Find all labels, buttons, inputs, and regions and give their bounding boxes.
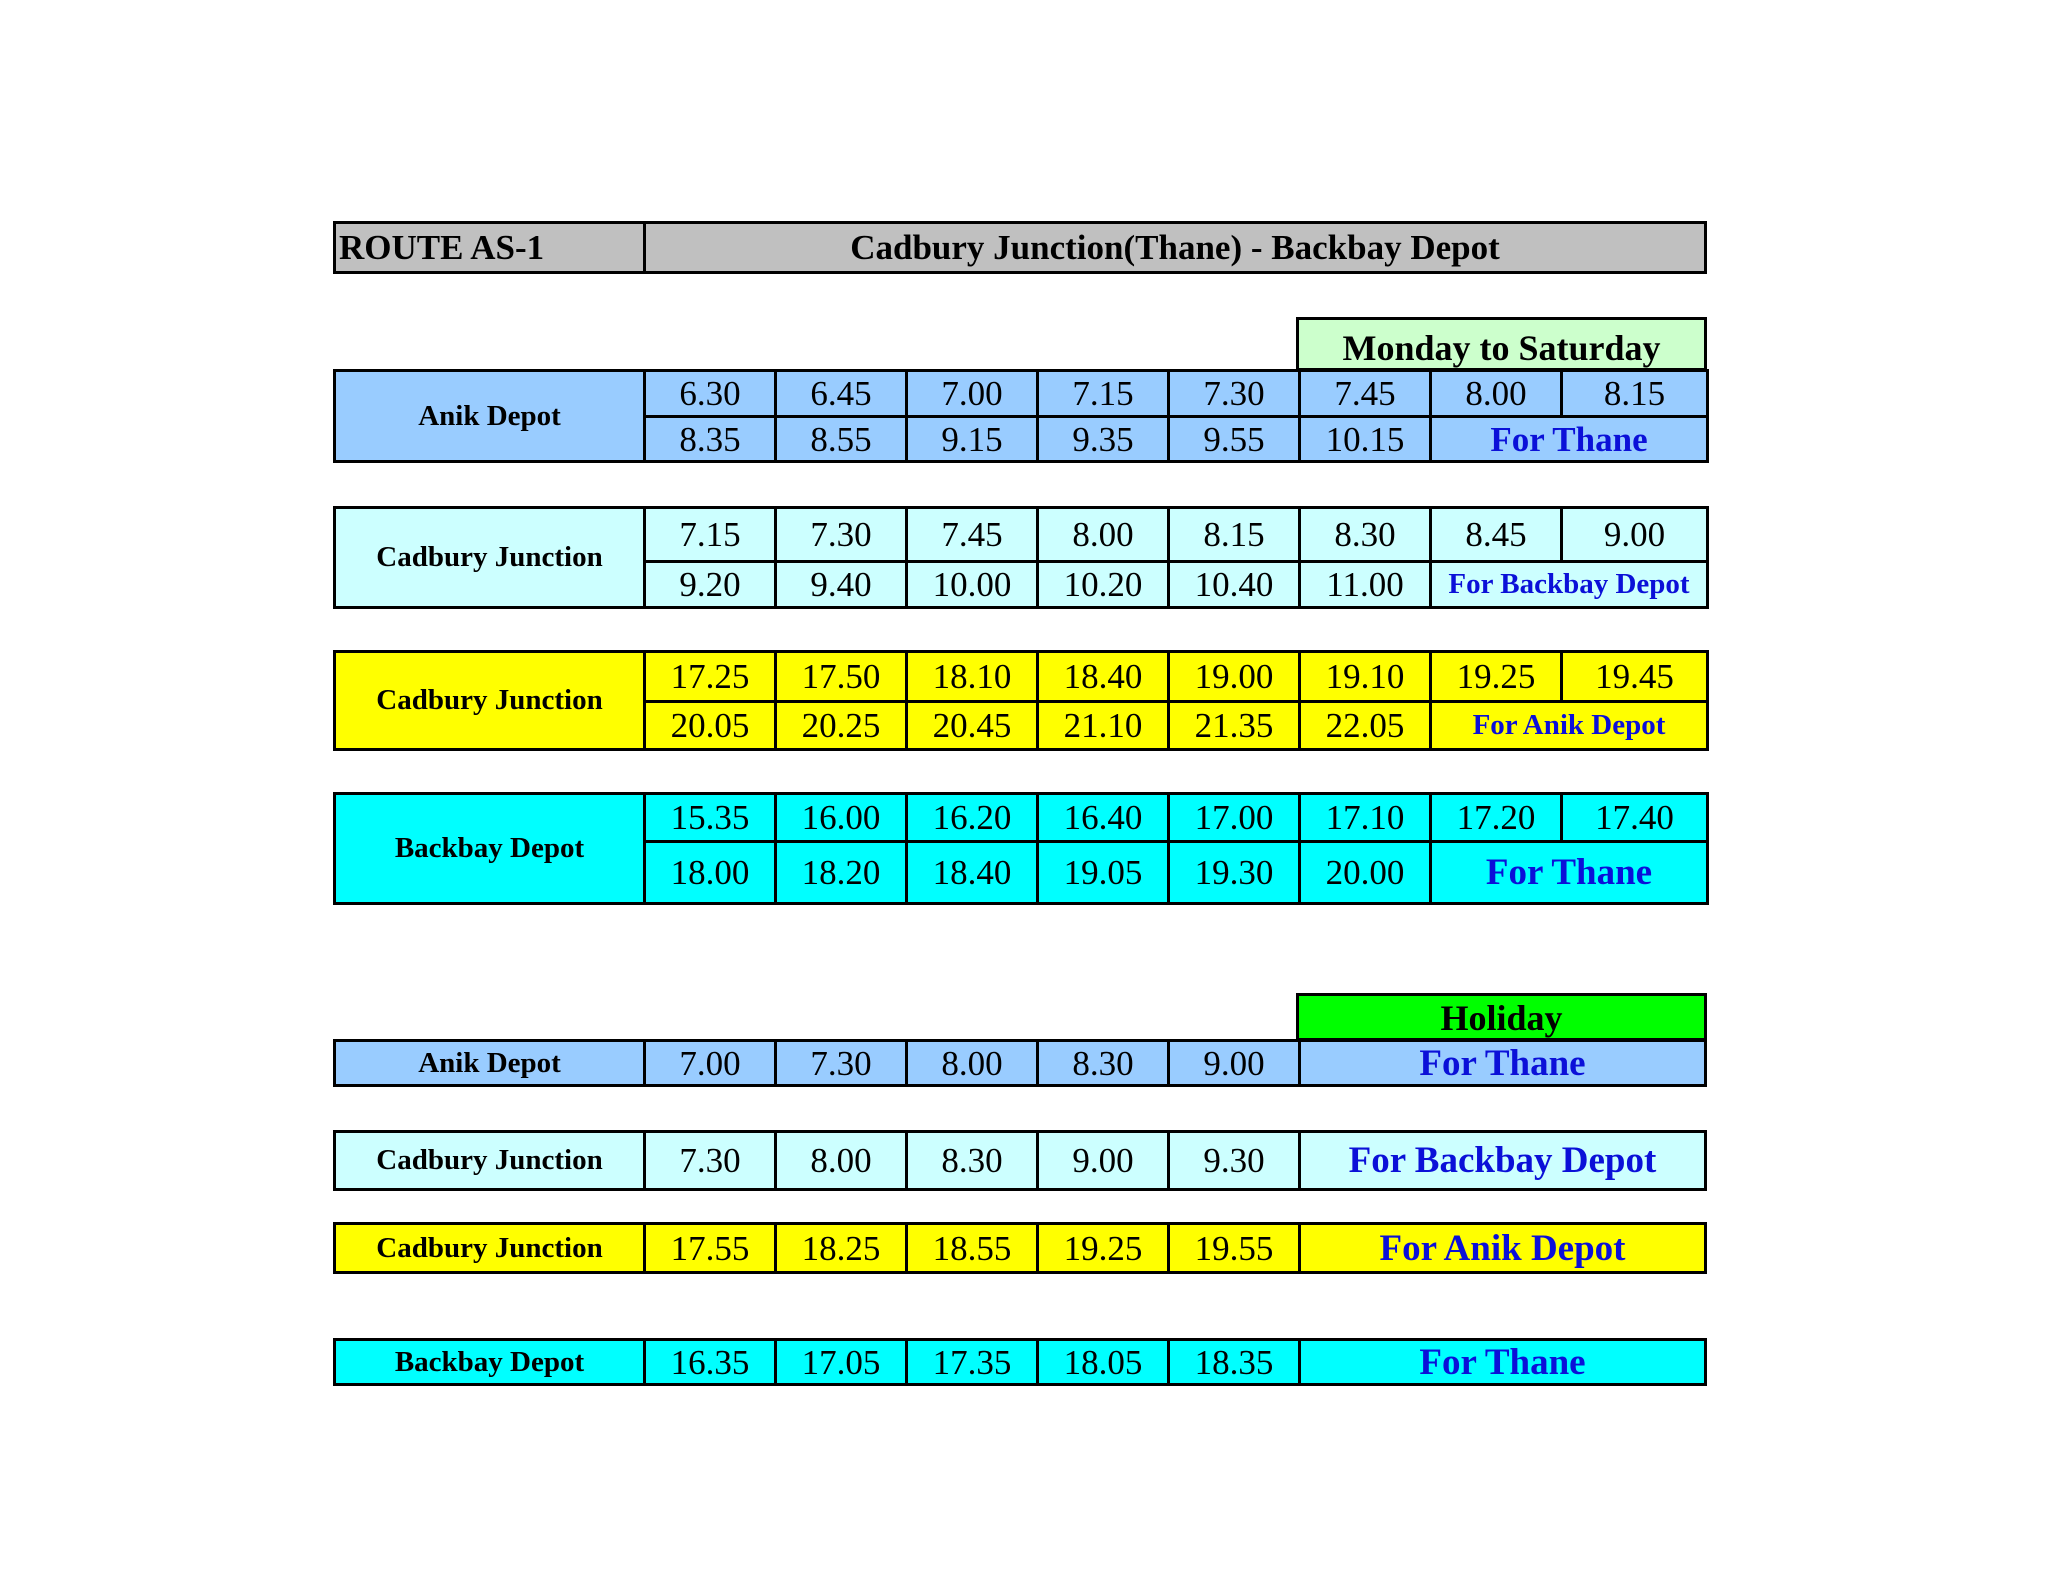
departure-time: 7.30 xyxy=(645,1132,776,1190)
departure-time: 16.20 xyxy=(907,794,1038,842)
departure-time: 17.20 xyxy=(1431,794,1562,842)
departure-time: 17.10 xyxy=(1300,794,1431,842)
departure-time: 20.25 xyxy=(776,702,907,750)
departure-time: 8.00 xyxy=(907,1041,1038,1086)
departure-time: 19.05 xyxy=(1038,842,1169,904)
departure-time: 19.00 xyxy=(1169,652,1300,702)
destination-label: For Thane xyxy=(1300,1340,1706,1385)
stop-name: Anik Depot xyxy=(335,371,645,462)
departure-time: 8.35 xyxy=(645,417,776,462)
departure-time: 7.30 xyxy=(776,508,907,562)
holiday-block-cadbury-junction-evening xyxy=(333,1222,1707,1274)
departure-time: 8.15 xyxy=(1169,508,1300,562)
weekday-block-cadbury-junction-morning xyxy=(333,506,1709,609)
departure-time: 7.45 xyxy=(1300,371,1431,417)
departure-time: 7.15 xyxy=(1038,371,1169,417)
departure-time: 9.55 xyxy=(1169,417,1300,462)
departure-time: 17.25 xyxy=(645,652,776,702)
stop-name: Cadbury Junction xyxy=(335,652,645,750)
departure-time: 11.00 xyxy=(1300,562,1431,608)
weekday-label: Monday to Saturday xyxy=(1296,317,1707,371)
departure-time: 8.30 xyxy=(1300,508,1431,562)
route-code: ROUTE AS-1 xyxy=(335,223,645,273)
departure-time: 7.00 xyxy=(907,371,1038,417)
departure-time: 16.35 xyxy=(645,1340,776,1385)
route-title: Cadbury Junction(Thane) - Backbay Depot xyxy=(645,223,1706,273)
holiday-block-backbay-depot xyxy=(333,1338,1707,1386)
departure-time: 10.00 xyxy=(907,562,1038,608)
departure-time: 16.40 xyxy=(1038,794,1169,842)
departure-time: 6.45 xyxy=(776,371,907,417)
destination-label: For Thane xyxy=(1300,1041,1706,1086)
stop-name: Backbay Depot xyxy=(335,794,645,904)
departure-time: 17.00 xyxy=(1169,794,1300,842)
departure-time: 9.00 xyxy=(1169,1041,1300,1086)
departure-time: 7.30 xyxy=(776,1041,907,1086)
departure-time: 20.45 xyxy=(907,702,1038,750)
departure-time: 18.40 xyxy=(1038,652,1169,702)
departure-time: 18.10 xyxy=(907,652,1038,702)
departure-time: 10.20 xyxy=(1038,562,1169,608)
departure-time: 8.30 xyxy=(1038,1041,1169,1086)
departure-time: 16.00 xyxy=(776,794,907,842)
departure-time: 8.45 xyxy=(1431,508,1562,562)
departure-time: 20.00 xyxy=(1300,842,1431,904)
departure-time: 17.55 xyxy=(645,1224,776,1273)
weekday-block-cadbury-junction-evening xyxy=(333,650,1709,751)
destination-label: For Anik Depot xyxy=(1300,1224,1706,1273)
destination-label: For Anik Depot xyxy=(1431,702,1708,750)
departure-time: 18.20 xyxy=(776,842,907,904)
departure-time: 8.15 xyxy=(1562,371,1708,417)
departure-time: 8.00 xyxy=(776,1132,907,1190)
holiday-block-cadbury-junction-morning xyxy=(333,1130,1707,1191)
stop-name: Cadbury Junction xyxy=(335,508,645,608)
departure-time: 9.00 xyxy=(1038,1132,1169,1190)
route-header xyxy=(333,221,1707,274)
departure-time: 6.30 xyxy=(645,371,776,417)
departure-time: 8.00 xyxy=(1431,371,1562,417)
departure-time: 20.05 xyxy=(645,702,776,750)
departure-time: 19.55 xyxy=(1169,1224,1300,1273)
departure-time: 15.35 xyxy=(645,794,776,842)
departure-time: 9.00 xyxy=(1562,508,1708,562)
departure-time: 18.25 xyxy=(776,1224,907,1273)
departure-time: 19.25 xyxy=(1431,652,1562,702)
departure-time: 17.40 xyxy=(1562,794,1708,842)
departure-time: 8.55 xyxy=(776,417,907,462)
departure-time: 21.35 xyxy=(1169,702,1300,750)
departure-time: 7.45 xyxy=(907,508,1038,562)
departure-time: 9.15 xyxy=(907,417,1038,462)
departure-time: 17.05 xyxy=(776,1340,907,1385)
departure-time: 18.05 xyxy=(1038,1340,1169,1385)
holiday-label: Holiday xyxy=(1296,993,1707,1041)
weekday-block-anik-depot xyxy=(333,369,1709,463)
departure-time: 18.35 xyxy=(1169,1340,1300,1385)
weekday-block-backbay-depot xyxy=(333,792,1709,905)
departure-time: 10.15 xyxy=(1300,417,1431,462)
departure-time: 9.35 xyxy=(1038,417,1169,462)
departure-time: 9.40 xyxy=(776,562,907,608)
departure-time: 22.05 xyxy=(1300,702,1431,750)
holiday-block-anik-depot xyxy=(333,1039,1707,1087)
departure-time: 18.40 xyxy=(907,842,1038,904)
departure-time: 18.00 xyxy=(645,842,776,904)
stop-name: Cadbury Junction xyxy=(335,1224,645,1273)
departure-time: 7.15 xyxy=(645,508,776,562)
departure-time: 7.30 xyxy=(1169,371,1300,417)
departure-time: 8.00 xyxy=(1038,508,1169,562)
departure-time: 10.40 xyxy=(1169,562,1300,608)
destination-label: For Thane xyxy=(1431,842,1708,904)
departure-time: 21.10 xyxy=(1038,702,1169,750)
departure-time: 18.55 xyxy=(907,1224,1038,1273)
stop-name: Cadbury Junction xyxy=(335,1132,645,1190)
departure-time: 9.30 xyxy=(1169,1132,1300,1190)
departure-time: 17.35 xyxy=(907,1340,1038,1385)
departure-time: 17.50 xyxy=(776,652,907,702)
departure-time: 19.45 xyxy=(1562,652,1708,702)
departure-time: 7.00 xyxy=(645,1041,776,1086)
destination-label: For Thane xyxy=(1431,417,1708,462)
destination-label: For Backbay Depot xyxy=(1300,1132,1706,1190)
departure-time: 19.30 xyxy=(1169,842,1300,904)
departure-time: 19.10 xyxy=(1300,652,1431,702)
departure-time: 8.30 xyxy=(907,1132,1038,1190)
destination-label: For Backbay Depot xyxy=(1431,562,1708,608)
departure-time: 9.20 xyxy=(645,562,776,608)
stop-name: Backbay Depot xyxy=(335,1340,645,1385)
departure-time: 19.25 xyxy=(1038,1224,1169,1273)
stop-name: Anik Depot xyxy=(335,1041,645,1086)
